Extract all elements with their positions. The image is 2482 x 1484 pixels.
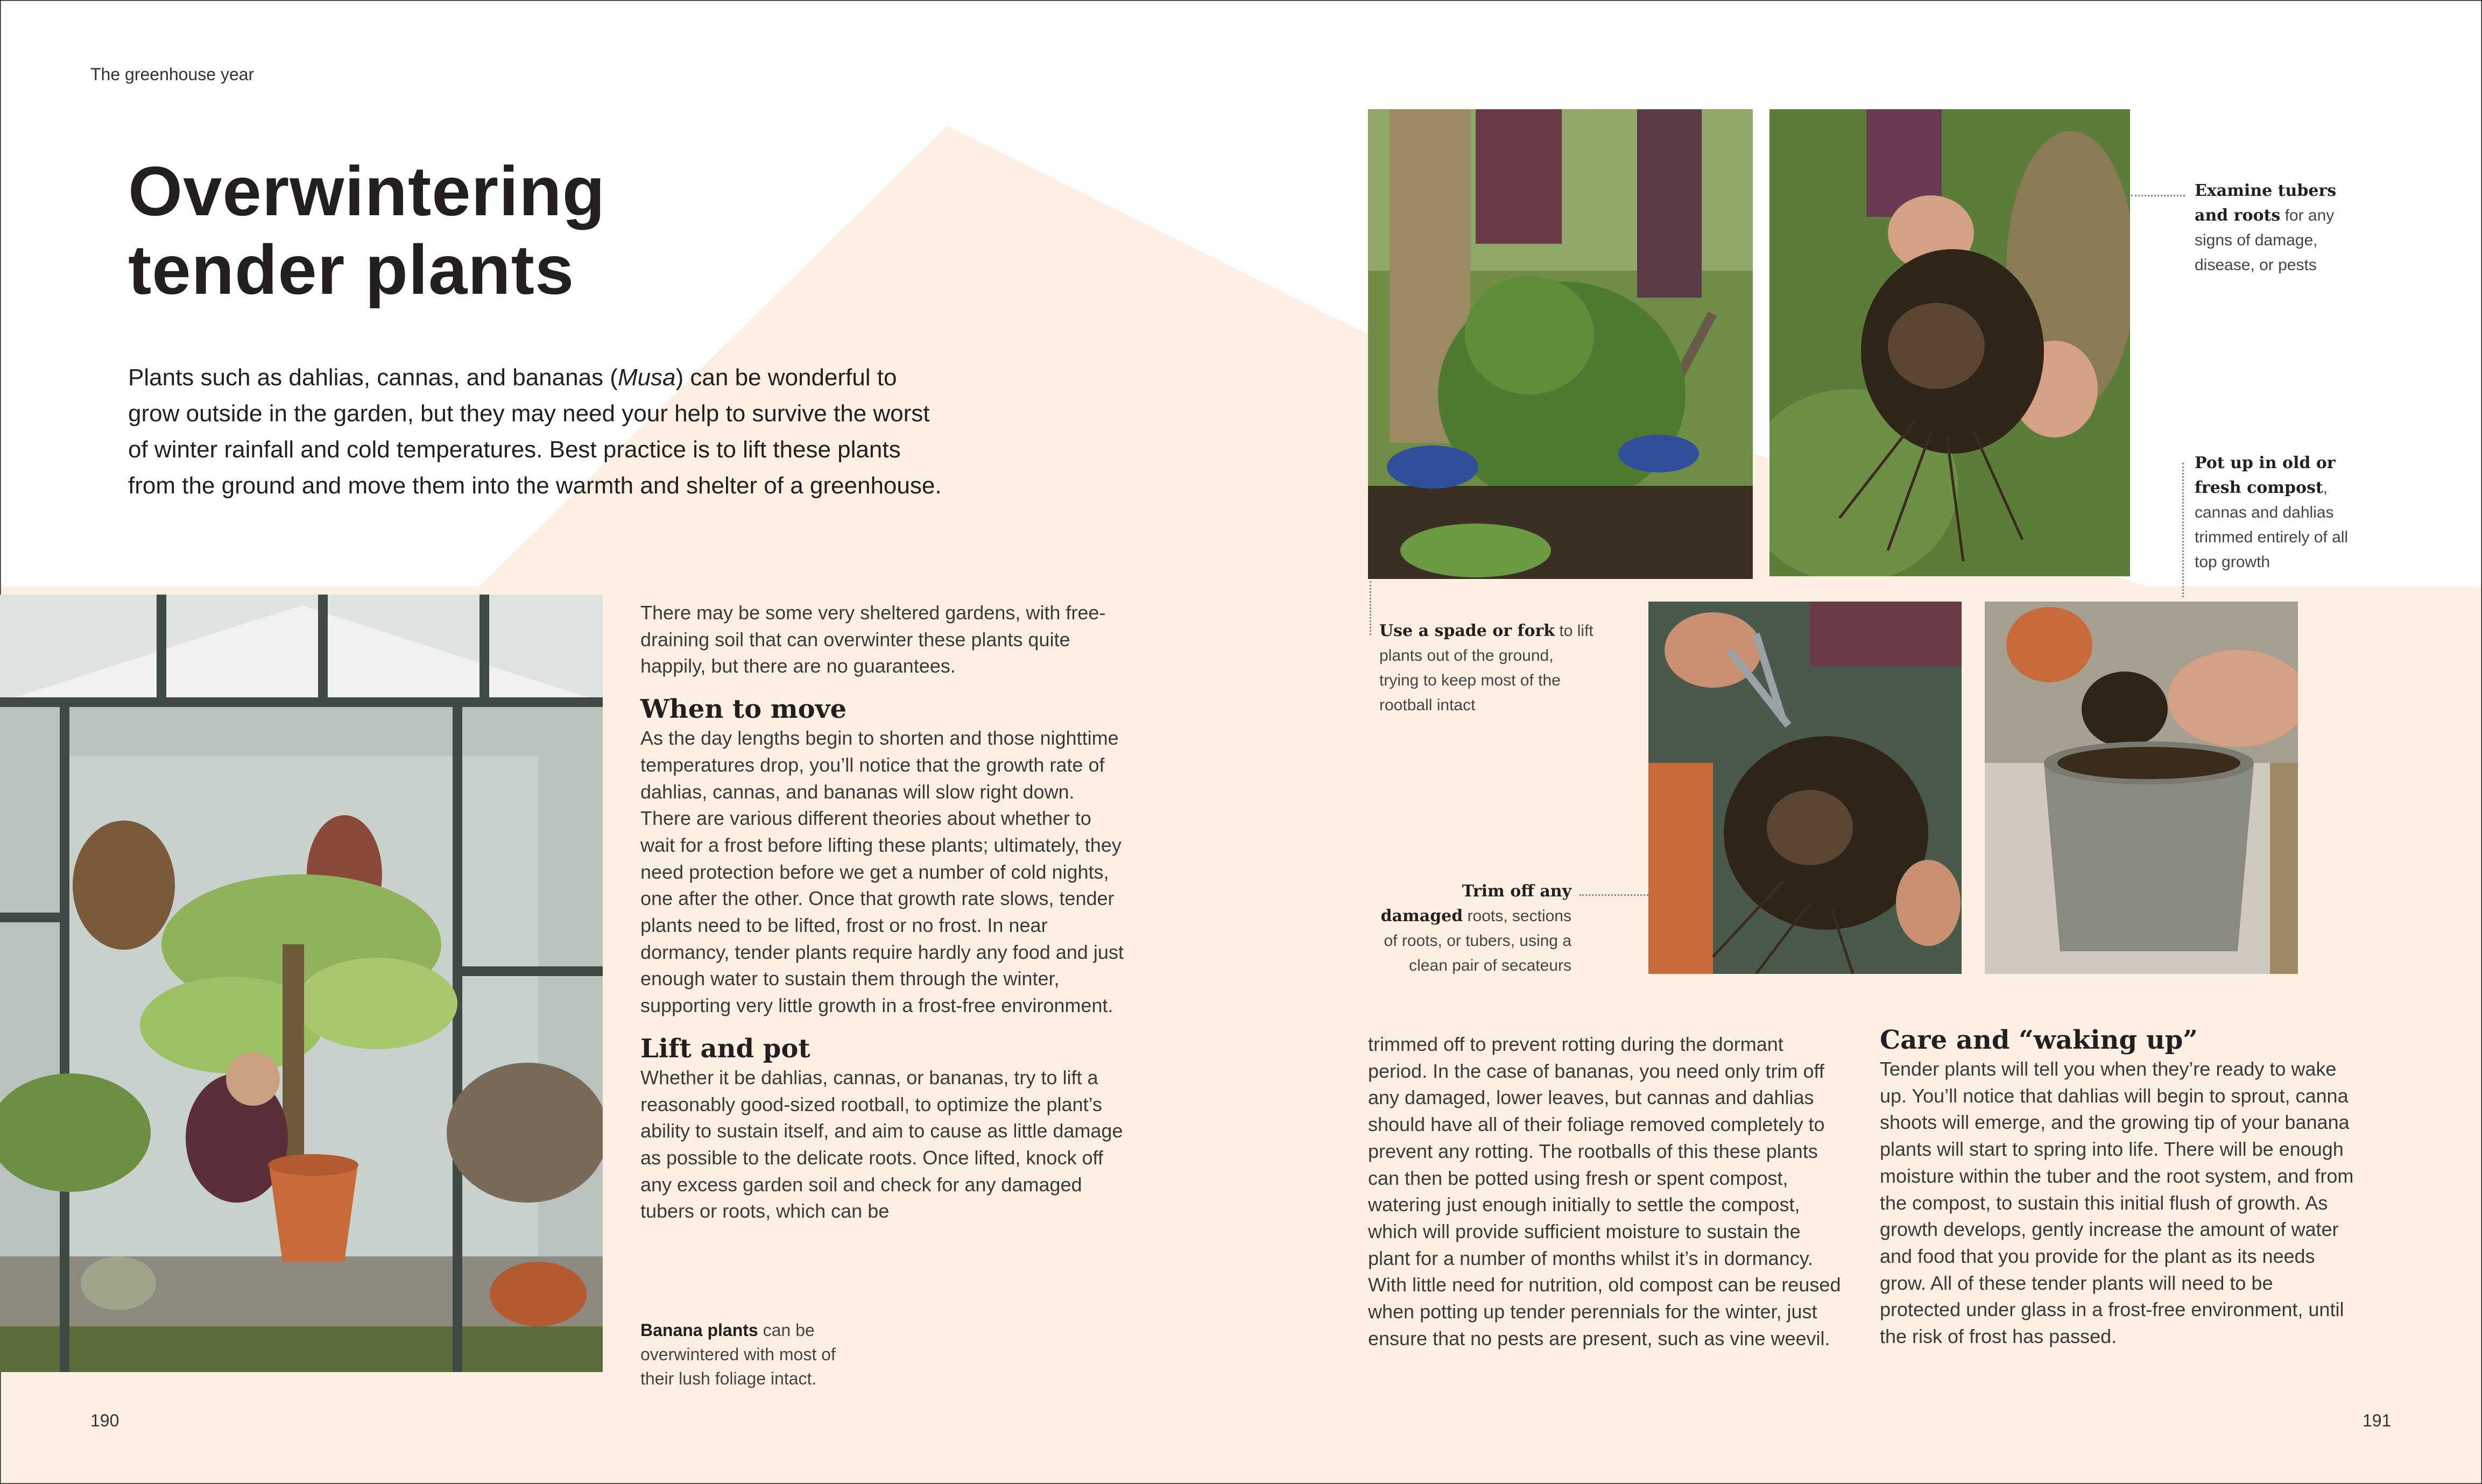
spade-photo [1368,109,1753,579]
roots-photo [1769,109,2130,576]
callout-line-trim [1580,894,1648,896]
heading-lift-and-pot: Lift and pot [640,1033,810,1064]
greenhouse-photo [0,595,603,1372]
caption-trim [1378,879,1571,978]
caption-examine-rest: for any signs of damage, disease, or pests [2195,207,2335,274]
intro-italic: Musa [617,364,676,391]
caption-banana-rest: can be overwintered with most of their lush foliage intact. [640,1320,836,1388]
page-title [128,152,828,309]
caption-spade [1379,619,1595,718]
caption-trim-lead: Trim off any damaged [1380,882,1571,925]
when-to-move-text: As the day lengths begin to shorten and those nighttime temperatures drop, you’ll notice that the growth rate of dahlias, cannas, and bananas will slow right down. There are various different theories about whether to wait for a frost before lifting these plants; ultimately, they need protection before we get a number of cold nights, one after the other. Once that growth rate slows, tender plants need to be lifted, frost or no frost. In near dormancy, tender plants require hardly any food and just enough water to sustain them through the winter, supporting very little growth in a frost-free environment. [640,727,1124,1017]
care-text: Tender plants will tell you when they’re ready to wake up. You’ll notice that dahlias will begin to sprout, canna shoots will emerge, and the growing tip of your banana plants will start to spring into life. There will be enough moisture within the tuber and the root system, and from the compost, to sustain this initial flush of growth. As growth develops, gently increase the amount of water and food that you provide for the plant as its needs grow. All of these tender plants will need to be protected under glass in a frost-free environment, until the risk of frost has passed. [1880,1058,2354,1348]
caption-examine [2195,179,2356,278]
callout-line-pot [2182,463,2184,597]
secateurs-photo [1648,602,1962,974]
column-3-text: trimmed off to prevent rotting during the dormant period. In the case of bananas, you need only trim off any damaged, lower leaves, but cannas and dahlias should have all of their foliage removed completely to prevent any rotting. The rootballs of this these plants can then be potted using fresh or spent compost, watering just enough initially to settle the compost, which will provide sufficient moisture to sustain the plant for a number of months whilst it’s in dormancy. With little need for nutrition, old compost can be reused when potting up tender perennials for the winter, just ensure that no pests are present, such as vine weevil. [1368,1033,1841,1349]
heading-care: Care and “waking up” [1880,1025,2198,1055]
potting-photo [1985,602,2298,974]
page-number-right: 191 [2363,1411,2392,1430]
title-line-2: tender plants [128,230,575,309]
column-2 [640,599,1125,1225]
intro-paragraph [128,359,946,504]
page-number-left: 190 [90,1411,119,1430]
callout-line-examine [2131,195,2185,196]
column-4 [1880,1024,2359,1350]
callout-line-spade [1370,581,1371,635]
lift-and-pot-text: Whether it be dahlias, cannas, or bananas, try to lift a reasonably good-sized rootball, to optimize the plant’s ability to sustain itself, and aim to cause as little damage as possible to the delicate roots. Once lifted, knock off any excess garden soil and check for any damaged tubers or roots, which can be [640,1066,1123,1222]
caption-spade-lead: Use a spade or fork [1379,621,1555,640]
caption-trim-rest: roots, sections of roots, or tubers, using a clean pair of secateurs [1384,907,1571,974]
caption-spade-rest: to lift plants out of the ground, trying to keep most of the rootball intact [1379,622,1593,714]
running-head: The greenhouse year [90,65,255,84]
caption-pot [2195,451,2361,575]
caption-pot-lead: Pot up in old or fresh compost [2195,454,2336,497]
column-2-opening: There may be some very sheltered gardens, with free-draining soil that can overwinter these plants quite happily, but there are no guarantees. [640,602,1106,677]
title-line-1: Overwintering [128,152,606,230]
caption-banana-lead: Banana plants [640,1320,758,1340]
caption-pot-rest: , cannas and dahlias trimmed entirely of all top growth [2195,479,2349,571]
caption-banana [640,1318,866,1391]
intro-text-b: ) can be wonderful to grow outside in the garden, but they may need your help to survive the worst of winter rainfall and cold temperatures. Best practice is to lift these plants from the ground and move them into the warmth and shelter of a greenhouse. [128,364,942,499]
heading-when-to-move: When to move [640,694,847,725]
caption-examine-lead: Examine tubers and roots [2195,181,2337,225]
intro-text-a: Plants such as dahlias, cannas, and bananas ( [128,364,618,391]
